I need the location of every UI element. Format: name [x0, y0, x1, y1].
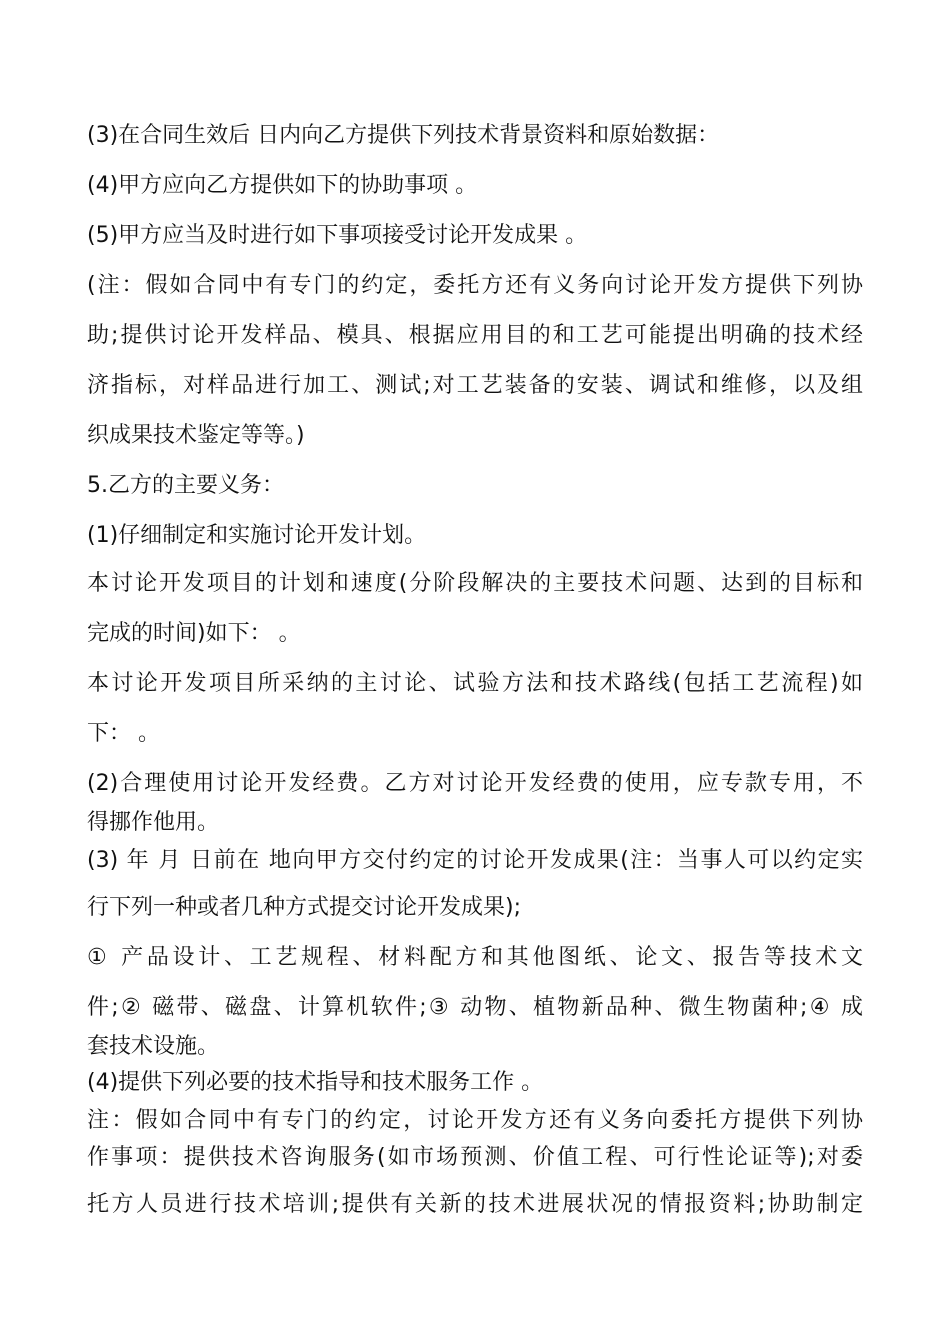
- text-line: 托方人员进行技术培训;提供有关新的技术进展状况的情报资料;协助制定: [87, 1192, 863, 1217]
- text-line: (4)提供下列必要的技术指导和技术服务工作 。: [87, 1070, 544, 1095]
- text-line: (3)在合同生效后 日内向乙方提供下列技术背景资料和原始数据：: [87, 123, 720, 148]
- text-line: 下： 。: [87, 721, 160, 746]
- text-line: (3) 年 月 日前在 地向甲方交付约定的讨论开发成果(注：当事人可以约定实: [87, 848, 863, 873]
- text-line: ① 产品设计、工艺规程、材料配方和其他图纸、论文、报告等技术文: [87, 945, 863, 970]
- text-line: 5.乙方的主要义务：: [87, 473, 284, 498]
- text-line: 完成的时间)如下： 。: [87, 621, 301, 646]
- text-line: (注：假如合同中有专门的约定，委托方还有义务向讨论开发方提供下列协: [87, 273, 863, 298]
- text-line: (1)仔细制定和实施讨论开发计划。: [87, 523, 427, 548]
- text-line: 行下列一种或者几种方式提交讨论开发成果);: [87, 895, 521, 920]
- text-line: 助;提供讨论开发样品、模具、根据应用目的和工艺可能提出明确的技术经: [87, 323, 863, 348]
- text-line: 得挪作他用。: [87, 810, 220, 835]
- text-line: 注：假如合同中有专门的约定，讨论开发方还有义务向委托方提供下列协: [87, 1108, 863, 1133]
- text-line: (5)甲方应当及时进行如下事项接受讨论开发成果 。: [87, 223, 588, 248]
- text-line: 本讨论开发项目所采纳的主讨论、试验方法和技术路线(包括工艺流程)如: [87, 671, 863, 696]
- text-line: 作事项：提供技术咨询服务(如市场预测、价值工程、可行性论证等);对委: [87, 1145, 863, 1170]
- text-line: 济指标，对样品进行加工、测试;对工艺装备的安装、调试和维修，以及组: [87, 373, 863, 398]
- text-line: 套技术设施。: [87, 1034, 220, 1059]
- text-line: (4)甲方应向乙方提供如下的协助事项 。: [87, 173, 478, 198]
- text-line: (2)合理使用讨论开发经费。乙方对讨论开发经费的使用，应专款专用，不: [87, 771, 863, 796]
- text-line: 本讨论开发项目的计划和速度(分阶段解决的主要技术问题、达到的目标和: [87, 571, 863, 596]
- text-line: 件;② 磁带、磁盘、计算机软件;③ 动物、植物新品种、微生物菌种;④ 成: [87, 995, 863, 1020]
- text-line: 织成果技术鉴定等等。): [87, 423, 305, 448]
